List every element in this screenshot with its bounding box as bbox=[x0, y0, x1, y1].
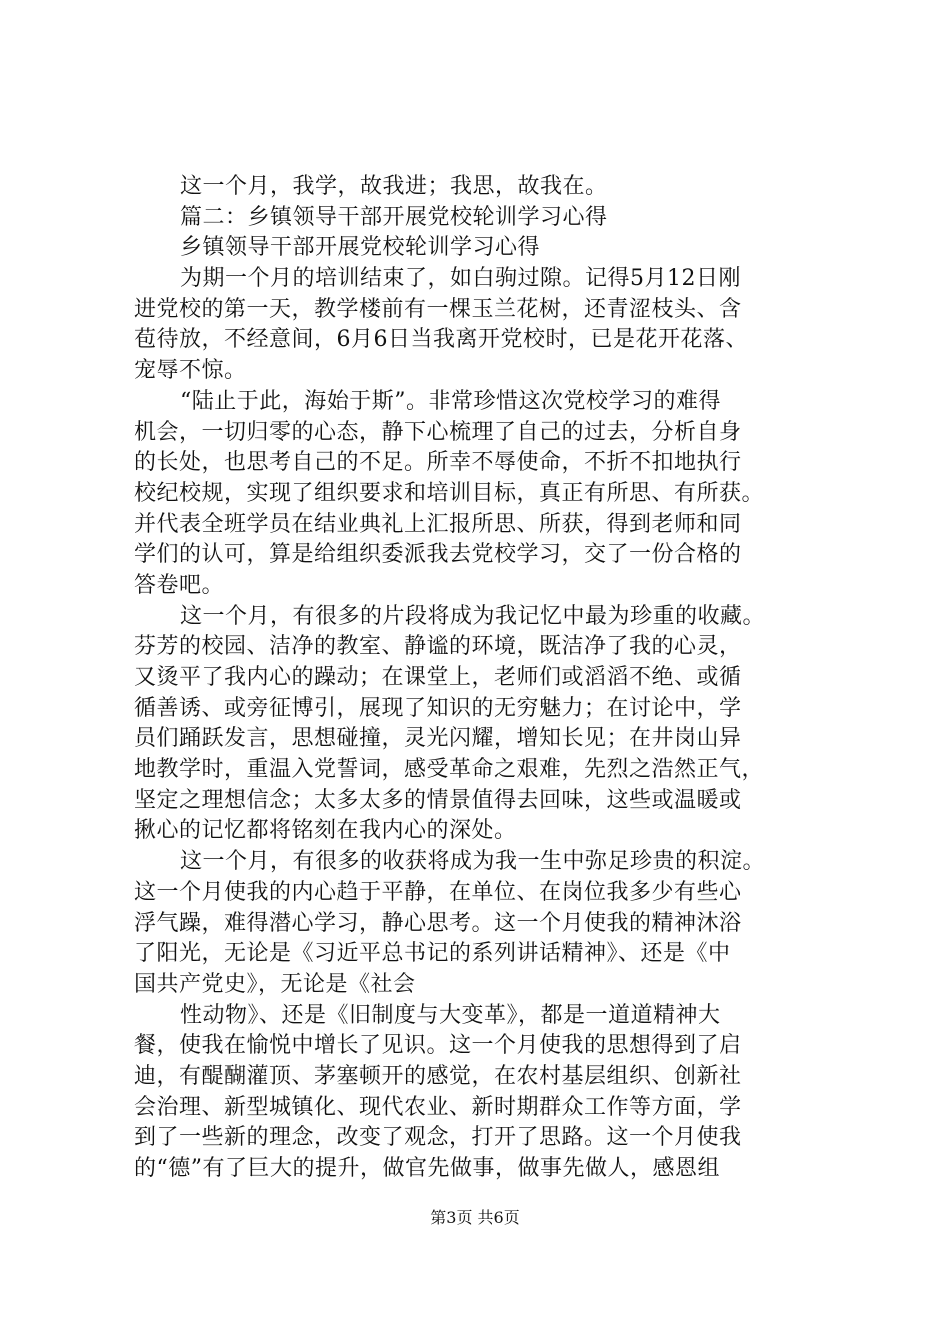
text-line: 宠辱不惊。 bbox=[134, 358, 247, 384]
text-line: 循善诱、或旁征博引，展现了知识的无穷魅力；在讨论中，学 bbox=[134, 695, 742, 721]
text-line: 学们的认可，算是给组织委派我去党校学习，交了一份合格的 bbox=[134, 542, 742, 568]
text-line: 了阳光，无论是《习近平总书记的系列讲话精神》、还是《中 bbox=[134, 941, 731, 967]
text-line: 会治理、新型城镇化、现代农业、新时期群众工作等方面，学 bbox=[134, 1094, 742, 1120]
text-line: 进党校的第一天，教学楼前有一棵玉兰花树，还青涩枝头、含 bbox=[134, 296, 742, 322]
text-line: 浮气躁，难得潜心学习，静心思考。这一个月使我的精神沐浴 bbox=[134, 910, 742, 936]
document-body bbox=[134, 172, 834, 1185]
text-line: 国共产党史》，无论是《社会 bbox=[134, 971, 416, 997]
text-line: 篇二：乡镇领导干部开展党校轮训学习心得 bbox=[180, 204, 608, 230]
text-line: 餐，使我在愉悦中增长了见识。这一个月使我的思想得到了启 bbox=[134, 1033, 742, 1059]
text-line: 坚定之理想信念；太多太多的情景值得去回味，这些或温暖或 bbox=[134, 787, 742, 813]
text-line: 机会，一切归零的心态，静下心梳理了自己的过去，分析自身 bbox=[134, 419, 742, 445]
text-line: 这一个月使我的内心趋于平静，在单位、在岗位我多少有些心 bbox=[134, 879, 742, 905]
text-line: 这一个月，有很多的收获将成为我一生中弥足珍贵的积淀。 bbox=[180, 849, 766, 875]
text-line: 员们踊跃发言，思想碰撞，灵光闪耀，增知长见；在井岗山异 bbox=[134, 726, 742, 752]
text-line: 的长处，也思考自己的不足。所幸不辱使命，不折不扣地执行 bbox=[134, 450, 742, 476]
text-line: 校纪校规，实现了组织要求和培训目标，真正有所思、有所获。 bbox=[134, 480, 765, 506]
text-line: “陆止于此，海始于斯”。非常珍惜这次党校学习的难得 bbox=[180, 388, 721, 414]
text-line: 并代表全班学员在结业典礼上汇报所思、所获，得到老师和同 bbox=[134, 511, 742, 537]
text-line: 迪，有醍醐灌顶、茅塞顿开的感觉，在农村基层组织、创新社 bbox=[134, 1063, 742, 1089]
text-line: 揪心的记忆都将铭刻在我内心的深处。 bbox=[134, 818, 517, 844]
text-line: 性动物》、还是《旧制度与大变革》，都是一道道精神大 bbox=[180, 1002, 721, 1028]
text-line: 苞待放，不经意间，6月6日当我离开党校时，已是花开花落、 bbox=[134, 327, 748, 353]
text-line: 答卷吧。 bbox=[134, 572, 225, 598]
text-line: 又烫平了我内心的躁动；在课堂上，老师们或滔滔不绝、或循 bbox=[134, 665, 742, 690]
text-line: 这一个月，有很多的片段将成为我记忆中最为珍重的收藏。 bbox=[180, 603, 766, 629]
text-line: 地教学时，重温入党誓词，感受革命之艰难，先烈之浩然正气， bbox=[134, 757, 765, 783]
text-line: 到了一些新的理念，改变了观念，打开了思路。这一个月使我 bbox=[134, 1125, 742, 1151]
page-number-footer: 第3页 共6页 bbox=[430, 1208, 520, 1227]
text-line: 为期一个月的培训结束了，如白驹过隙。记得5月12日刚 bbox=[180, 266, 741, 292]
text-line: 乡镇领导干部开展党校轮训学习心得 bbox=[180, 235, 541, 261]
text-line: 芬芳的校园、洁净的教室、静谧的环境，既洁净了我的心灵， bbox=[134, 634, 742, 660]
text-line: 这一个月，我学，故我进；我思，故我在。 bbox=[180, 174, 608, 199]
text-line: 的“德”有了巨大的提升，做官先做事，做事先做人，感恩组 bbox=[134, 1156, 720, 1181]
